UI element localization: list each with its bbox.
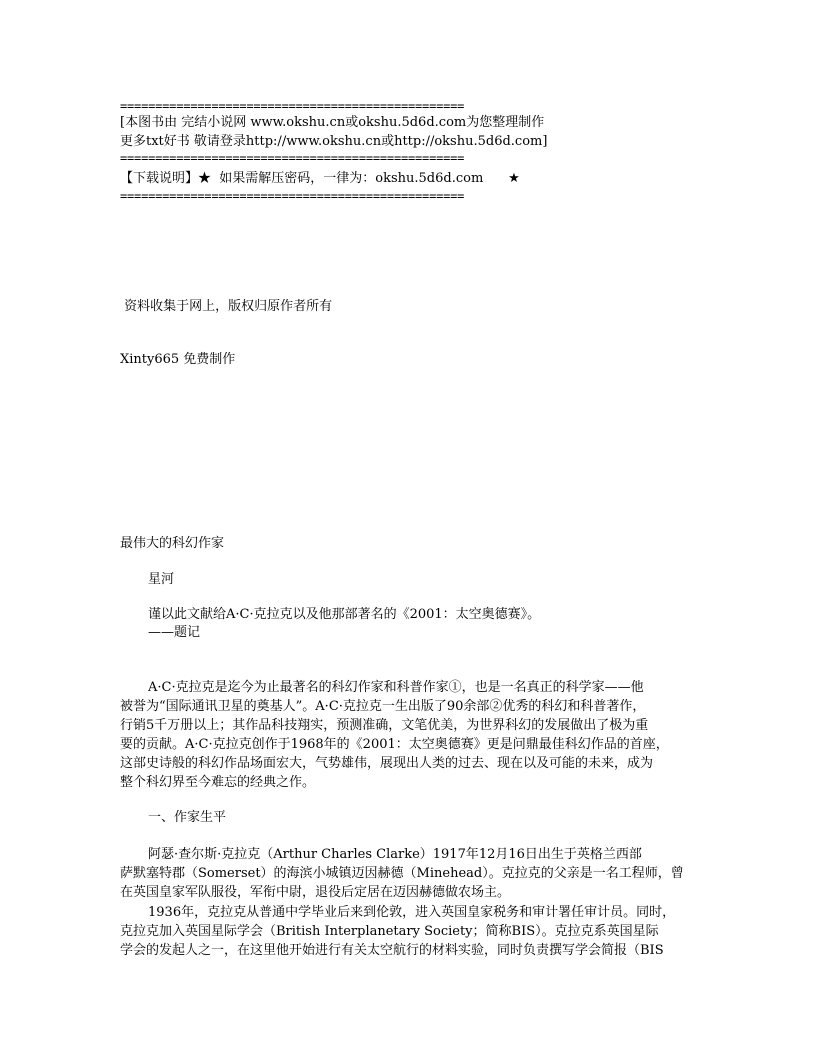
paragraph-line: 萨默塞特郡（Somerset）的海滨小城镇迈因赫德（Minehead）。克拉克的父亲是一名工程师，曾 — [120, 866, 684, 881]
paragraph-line: 要的贡献。A·C·克拉克创作于1968年的《2001：太空奥德赛》更是问鼎最佳科幻作品的首座， — [120, 737, 669, 752]
source-notice-line: 更多txt好书 敬请登录http://www.okshu.cn或http://okshu.5d6d.com] — [120, 134, 548, 149]
paragraph-line: 克拉克加入英国星际学会（British Interplanetary Society；简称BIS）。克拉克系英国星际 — [120, 924, 659, 939]
paragraph-line: 在英国皇家军队服役，军衔中尉，退役后定居在迈因赫德做农场主。 — [120, 885, 511, 900]
separator-rule: ================================================= — [120, 151, 465, 165]
copyright-notice: 资料收集于网上，版权归原作者所有 — [120, 299, 333, 314]
paragraph-line: 1936年，克拉克从普通中学毕业后来到伦敦，进入英国皇家税务和审计署任审计员。同时， — [148, 905, 676, 920]
separator-rule: ================================================= — [120, 189, 465, 203]
download-notice: 【下载说明】★ 如果需解压密码，一律为：okshu.5d6d.com ★ — [120, 171, 520, 186]
maker-credit: Xinty665 免费制作 — [120, 352, 236, 367]
separator-rule: ================================================= — [120, 99, 465, 113]
dedication: 谨以此文献给A·C·克拉克以及他那部著名的《2001：太空奥德赛》。 — [148, 607, 541, 622]
paragraph-line: 被誉为“国际通讯卫星的奠基人”。A·C·克拉克一生出版了90余部②优秀的科幻和科普著作， — [120, 699, 646, 714]
section-heading: 一、作家生平 — [148, 810, 227, 825]
article-author: 星河 — [148, 572, 175, 587]
paragraph-line: 整个科幻界至今难忘的经典之作。 — [120, 775, 316, 790]
article-title: 最伟大的科幻作家 — [120, 536, 225, 551]
paragraph-line: 阿瑟·查尔斯·克拉克（Arthur Charles Clarke）1917年12月16日出生于英格兰西部 — [148, 847, 642, 862]
paragraph-line: A·C·克拉克是迄今为止最著名的科幻作家和科普作家①，也是一名真正的科学家——他 — [148, 680, 644, 695]
source-notice-line: [本图书由 完结小说网 www.okshu.cn或okshu.5d6d.com为您整理制作 — [120, 115, 545, 130]
paragraph-line: 这部史诗般的科幻作品场面宏大，气势雄伟，展现出人类的过去、现在以及可能的未来，成为 — [120, 756, 654, 771]
dedication-signature: ——题记 — [148, 625, 201, 640]
paragraph-line: 行销5千万册以上；其作品科技翔实，预测准确，文笔优美，为世界科幻的发展做出了极为重 — [120, 718, 649, 733]
paragraph-line: 学会的发起人之一，在这里他开始进行有关太空航行的材料实验，同时负责撰写学会简报（BIS — [120, 943, 664, 958]
